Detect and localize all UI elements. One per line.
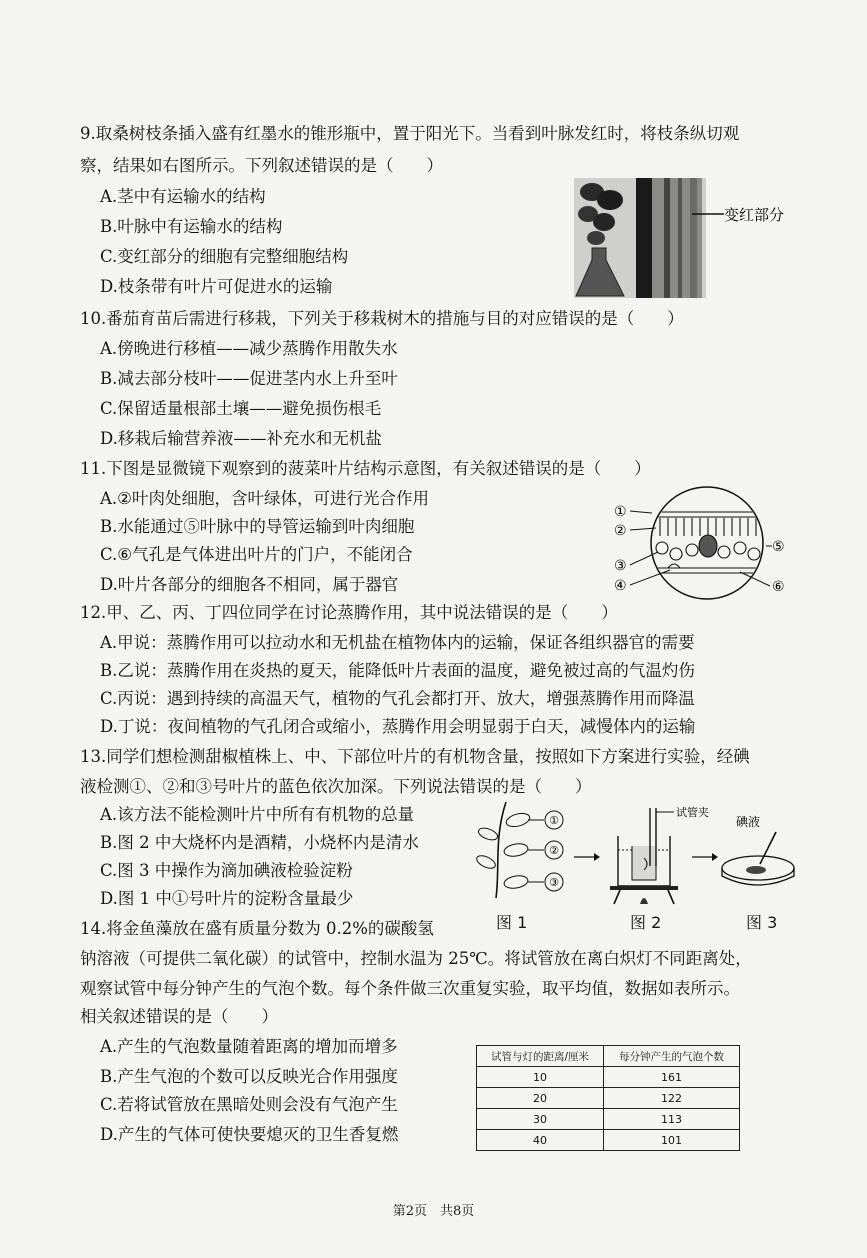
q12-option-d: D.丁说：夜间植物的气孔闭合或缩小，蒸腾作用会明显弱于白天，减慢体内的运输 <box>100 717 696 736</box>
table-cell-distance: 30 <box>477 1109 604 1130</box>
q14-stem-line3: 观察试管中每分钟产生的气泡个数。每个条件做三次重复实验，取平均值，数据如表所示。 <box>80 979 740 998</box>
table-header-distance: 试管与灯的距离/厘米 <box>477 1046 604 1067</box>
q11-option-a: A.②叶肉处细胞，含叶绿体，可进行光合作用 <box>100 489 429 508</box>
table-row <box>477 1130 740 1151</box>
q13-option-a: A.该方法不能检测叶片中所有有机物的总量 <box>100 805 415 824</box>
q10-option-b: B.减去部分枝叶——促进茎内水上升至叶 <box>100 369 398 388</box>
q11-option-d: D.叶片各部分的细胞各不相同，属于器官 <box>100 575 399 594</box>
table-row <box>477 1109 740 1130</box>
q12-stem: 12.甲、乙、丙、丁四位同学在讨论蒸腾作用，其中说法错误的是（ ） <box>80 603 618 622</box>
q9-option-a: A.茎中有运输水的结构 <box>100 187 266 206</box>
q11-stem: 11.下图是显微镜下观察到的菠菜叶片结构示意图，有关叙述错误的是（ ） <box>80 459 651 478</box>
q9-option-b: B.叶脉中有运输水的结构 <box>100 217 283 236</box>
q13-option-d: D.图 1 中①号叶片的淀粉含量最少 <box>100 889 354 908</box>
table-header-bubbles: 每分钟产生的气泡个数 <box>604 1046 740 1067</box>
q11-leaf-section-figure <box>612 484 792 602</box>
q13-option-c: C.图 3 中操作为滴加碘液检验淀粉 <box>100 861 353 880</box>
table-row <box>477 1067 740 1088</box>
q10-option-c: C.保留适量根部土壤——避免损伤根毛 <box>100 399 382 418</box>
table-header-row <box>477 1046 740 1067</box>
q13-caption-fig2: 图 2 <box>630 913 662 932</box>
q13-leaf-label-1: ① <box>549 814 559 827</box>
q14-option-a: A.产生的气泡数量随着距离的增加而增多 <box>100 1037 398 1056</box>
q13-option-b: B.图 2 中大烧杯内是酒精，小烧杯内是清水 <box>100 833 419 852</box>
q13-label-iodine: 碘液 <box>736 815 761 829</box>
q11-label-3: ③ <box>614 558 627 574</box>
q13-stem-line2: 液检测①、②和③号叶片的蓝色依次加深。下列说法错误的是（ ） <box>80 777 592 796</box>
table-cell-distance: 40 <box>477 1130 604 1151</box>
table-cell-bubbles: 101 <box>604 1130 740 1151</box>
q11-option-c: C.⑥气孔是气体进出叶片的门户，不能闭合 <box>100 545 413 564</box>
table-cell-bubbles: 122 <box>604 1088 740 1109</box>
table-row <box>477 1088 740 1109</box>
table-cell-bubbles: 113 <box>604 1109 740 1130</box>
q9-label-red-part: 变红部分 <box>724 206 785 224</box>
q12-option-a: A.甲说：蒸腾作用可以拉动水和无机盐在植物体内的运输，保证各组织器官的需要 <box>100 633 695 652</box>
table-cell-distance: 10 <box>477 1067 604 1088</box>
q13-stem-line1: 13.同学们想检测甜椒植株上、中、下部位叶片的有机物含量，按照如下方案进行实验，经碘 <box>80 747 750 766</box>
q14-stem-line4: 相关叙述错误的是（ ） <box>80 1007 278 1026</box>
q13-leaf-label-2: ② <box>549 844 559 857</box>
q13-leaf-label-3: ③ <box>549 876 559 889</box>
q14-option-c: C.若将试管放在黑暗处则会没有气泡产生 <box>100 1095 398 1114</box>
q11-label-1: ① <box>614 504 627 520</box>
q14-stem-line2: 钠溶液（可提供二氧化碳）的试管中，控制水温为 25℃。将试管放在离白炽灯不同距离处， <box>80 949 752 968</box>
q9-stem-line2: 察，结果如右图所示。下列叙述错误的是（ ） <box>80 156 443 175</box>
q14-option-d: D.产生的气体可使快要熄灭的卫生香复燃 <box>100 1125 399 1144</box>
q13-figure2-waterbath <box>600 806 709 904</box>
q14-stem-line1: 14.将金鱼藻放在盛有质量分数为 0.2%的碳酸氢 <box>80 919 434 938</box>
q13-figure1-plant <box>476 798 572 902</box>
q10-option-d: D.移栽后输营养液——补充水和无机盐 <box>100 429 382 448</box>
q9-branch-figure <box>574 178 800 298</box>
q14-data-table <box>476 1045 740 1151</box>
q10-option-a: A.傍晚进行移植——减少蒸腾作用散失水 <box>100 339 398 358</box>
q12-option-b: B.乙说：蒸腾作用在炎热的夏天，能降低叶片表面的温度，避免被过高的气温灼伤 <box>100 661 695 680</box>
q9-option-c: C.变红部分的细胞有完整细胞结构 <box>100 247 349 266</box>
q14-option-b: B.产生气泡的个数可以反映光合作用强度 <box>100 1067 398 1086</box>
q11-option-b: B.水能通过⑤叶脉中的导管运输到叶肉细胞 <box>100 517 415 536</box>
q10-stem: 10.番茄育苗后需进行移栽，下列关于移栽树木的措施与目的对应错误的是（ ） <box>80 309 684 328</box>
table-cell-distance: 20 <box>477 1088 604 1109</box>
q13-figure3-iodine-dish <box>716 812 800 892</box>
page-footer: 第2页 共8页 <box>392 1204 475 1219</box>
q13-arrow-1 <box>572 852 602 862</box>
q12-option-c: C.丙说：遇到持续的高温天气，植物的气孔会都打开、放大，增强蒸腾作用而降温 <box>100 689 695 708</box>
q9-option-d: D.枝条带有叶片可促进水的运输 <box>100 277 333 296</box>
q13-label-tube-clamp: 试管夹 <box>676 806 709 819</box>
q11-label-4: ④ <box>614 578 627 594</box>
q11-label-5: ⑤ <box>772 539 785 555</box>
q13-caption-fig3: 图 3 <box>746 913 778 932</box>
q11-label-6: ⑥ <box>772 579 785 595</box>
q13-caption-fig1: 图 1 <box>496 913 528 932</box>
q11-label-2: ② <box>614 523 627 539</box>
q9-stem-line1: 9.取桑树枝条插入盛有红墨水的锥形瓶中，置于阳光下。当看到叶脉发红时，将枝条纵切观 <box>80 124 740 143</box>
table-cell-bubbles: 161 <box>604 1067 740 1088</box>
